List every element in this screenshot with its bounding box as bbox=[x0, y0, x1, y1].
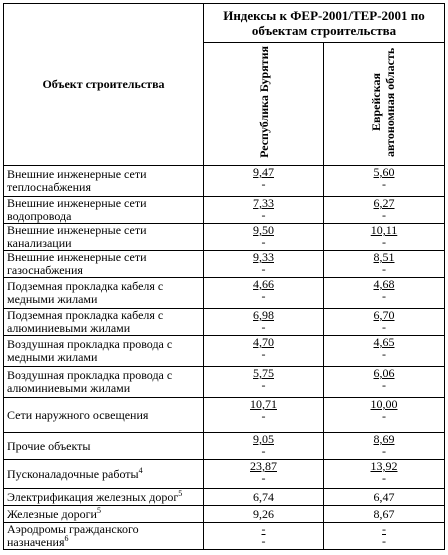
buryatia-value-cell bbox=[204, 398, 324, 433]
object-name: Прочие объекты bbox=[7, 438, 91, 453]
footnote-mark: 5 bbox=[96, 505, 101, 515]
index-value: 6,06 bbox=[373, 366, 395, 380]
index-value: 5,75 bbox=[253, 366, 274, 380]
table-row bbox=[4, 278, 445, 309]
object-name: Воздушная прокладка провода с медными жилами bbox=[7, 337, 173, 364]
index-value-secondary: - bbox=[261, 208, 266, 222]
buryatia-value-cell bbox=[204, 336, 324, 367]
index-value: 9,47 bbox=[253, 165, 274, 179]
jewish-ao-value-cell bbox=[324, 523, 445, 550]
object-column-header: Объект строительства bbox=[4, 4, 204, 166]
jewish-ao-value-cell bbox=[324, 278, 445, 309]
table-row bbox=[4, 367, 445, 398]
buryatia-value-cell bbox=[204, 460, 324, 489]
table-body bbox=[4, 166, 445, 550]
jewish-ao-value-cell bbox=[324, 433, 445, 460]
index-value: 10,71 bbox=[250, 397, 277, 411]
jewish-ao-value-cell bbox=[324, 197, 445, 224]
object-name-cell bbox=[4, 398, 204, 433]
object-name-cell bbox=[4, 523, 204, 550]
index-value: 8,67 bbox=[373, 507, 395, 521]
index-value-secondary: - bbox=[382, 177, 386, 191]
jewish-ao-value-cell bbox=[324, 251, 445, 278]
object-name-cell bbox=[4, 336, 204, 367]
buryatia-value-cell bbox=[204, 433, 324, 460]
index-value: 9,50 bbox=[253, 223, 274, 237]
object-name: Воздушная прокладка провода с алюминиевыми жилами bbox=[7, 368, 173, 395]
index-value: 9,33 bbox=[253, 250, 274, 264]
footnote-mark: 5 bbox=[178, 488, 183, 498]
object-name: Сети наружного освещения bbox=[7, 407, 149, 422]
buryatia-value-cell bbox=[204, 523, 324, 550]
index-value: 8,69 bbox=[373, 432, 395, 446]
index-value: 4,65 bbox=[373, 335, 395, 349]
index-value-secondary: - bbox=[261, 378, 266, 392]
jewish-ao-value-cell bbox=[324, 336, 445, 367]
table-row bbox=[4, 523, 445, 550]
buryatia-value-cell bbox=[204, 506, 324, 523]
buryatia-column-header bbox=[204, 43, 324, 166]
table-row bbox=[4, 489, 445, 506]
indices-table bbox=[3, 3, 445, 550]
table-row bbox=[4, 506, 445, 523]
index-value: 7,33 bbox=[253, 196, 274, 210]
index-value-secondary: - bbox=[382, 347, 386, 361]
table-row bbox=[4, 251, 445, 278]
index-value-secondary: - bbox=[382, 534, 386, 548]
index-value-secondary: - bbox=[261, 177, 266, 191]
buryatia-column-label: Республика Бурятия bbox=[256, 46, 271, 158]
table-row bbox=[4, 224, 445, 251]
object-name-cell bbox=[4, 309, 204, 336]
index-value: 9,05 bbox=[253, 432, 274, 446]
buryatia-value-cell bbox=[204, 251, 324, 278]
jewish-ao-value-cell bbox=[324, 506, 445, 523]
index-value: 4,68 bbox=[373, 277, 395, 291]
index-value: 6,47 bbox=[373, 490, 395, 504]
jewish-ao-value-cell bbox=[324, 460, 445, 489]
index-value-secondary: - bbox=[382, 289, 386, 303]
index-value-secondary: - bbox=[382, 378, 386, 392]
object-name: Внешние инженерные сети водопровода bbox=[7, 196, 147, 223]
index-value-secondary: - bbox=[261, 534, 266, 548]
object-name-cell bbox=[4, 197, 204, 224]
index-value: 5,60 bbox=[373, 165, 395, 179]
index-value-secondary: - bbox=[261, 320, 266, 334]
object-name: Подземная прокладка кабеля с медными жилами bbox=[7, 279, 164, 306]
object-name-cell bbox=[4, 251, 204, 278]
object-name: Аэродромы гражданского назначения bbox=[7, 522, 139, 549]
index-value: 10,11 bbox=[370, 223, 398, 237]
index-value-secondary: - bbox=[382, 320, 386, 334]
index-value-secondary: - bbox=[382, 409, 386, 423]
index-value-secondary: - bbox=[382, 262, 386, 276]
footnote-mark: 4 bbox=[138, 465, 143, 475]
table-row bbox=[4, 309, 445, 336]
object-name: Железные дороги bbox=[7, 506, 97, 521]
index-value: 6,70 bbox=[373, 308, 395, 322]
index-value-secondary: - bbox=[382, 235, 386, 249]
object-name: Внешние инженерные сети газоснабжения bbox=[7, 250, 147, 277]
index-value: 6,98 bbox=[253, 308, 274, 322]
index-value: 13,92 bbox=[370, 459, 398, 473]
buryatia-value-cell bbox=[204, 367, 324, 398]
index-value-secondary: - bbox=[261, 235, 266, 249]
jewish-ao-value-cell bbox=[324, 489, 445, 506]
footnote-mark: 6 bbox=[64, 534, 69, 543]
table-row bbox=[4, 398, 445, 433]
object-name: Электрификация железных дорог bbox=[7, 489, 179, 504]
index-value-secondary: - bbox=[261, 409, 266, 423]
object-name: Подземная прокладка кабеля с алюминиевыми жилами bbox=[7, 308, 164, 335]
index-value-secondary: - bbox=[382, 444, 386, 458]
jewish-ao-value-cell bbox=[324, 224, 445, 251]
indices-group-header: Индексы к ФЕР-2001/ТЕР-2001 по объектам строительства bbox=[204, 4, 445, 43]
table-row bbox=[4, 460, 445, 489]
buryatia-value-cell bbox=[204, 489, 324, 506]
index-value-secondary: - bbox=[261, 444, 266, 458]
object-name: Внешние инженерные сети теплоснабжения bbox=[7, 167, 147, 194]
jewish-ao-value-cell bbox=[324, 398, 445, 433]
index-value-secondary: - bbox=[261, 347, 266, 361]
index-value-secondary: - bbox=[382, 208, 386, 222]
object-name-cell bbox=[4, 433, 204, 460]
jewish-ao-value-cell bbox=[324, 367, 445, 398]
index-value-secondary: - bbox=[382, 471, 386, 485]
index-value: 8,51 bbox=[373, 250, 395, 264]
table-row bbox=[4, 197, 445, 224]
table-row bbox=[4, 336, 445, 367]
index-value: 4,66 bbox=[253, 277, 274, 291]
object-name-cell bbox=[4, 166, 204, 197]
jewish-ao-column-label: Еврейская автономная область bbox=[369, 47, 397, 157]
object-name-cell bbox=[4, 460, 204, 489]
object-name: Пусконаладочные работы bbox=[7, 466, 139, 481]
index-value: - bbox=[261, 522, 266, 536]
buryatia-value-cell bbox=[204, 278, 324, 309]
object-name-cell bbox=[4, 278, 204, 309]
index-value: 6,27 bbox=[373, 196, 395, 210]
buryatia-value-cell bbox=[204, 224, 324, 251]
index-value-secondary: - bbox=[261, 262, 266, 276]
buryatia-value-cell bbox=[204, 166, 324, 197]
index-value: 10,00 bbox=[370, 397, 398, 411]
buryatia-value-cell bbox=[204, 309, 324, 336]
index-value: 6,74 bbox=[253, 490, 274, 504]
object-name-cell bbox=[4, 489, 204, 506]
jewish-ao-column-header bbox=[324, 43, 445, 166]
table-row bbox=[4, 433, 445, 460]
index-value-secondary: - bbox=[261, 471, 266, 485]
index-value: 9,26 bbox=[253, 507, 274, 521]
object-name-cell bbox=[4, 367, 204, 398]
object-name-cell bbox=[4, 224, 204, 251]
index-value: - bbox=[382, 522, 386, 536]
object-name-cell bbox=[4, 506, 204, 523]
jewish-ao-value-cell bbox=[324, 309, 445, 336]
buryatia-value-cell bbox=[204, 197, 324, 224]
object-name: Внешние инженерные сети канализации bbox=[7, 223, 147, 250]
index-value: 23,87 bbox=[250, 459, 277, 473]
table-row bbox=[4, 166, 445, 197]
jewish-ao-value-cell bbox=[324, 166, 445, 197]
index-value: 4,70 bbox=[253, 335, 274, 349]
index-value-secondary: - bbox=[261, 289, 266, 303]
